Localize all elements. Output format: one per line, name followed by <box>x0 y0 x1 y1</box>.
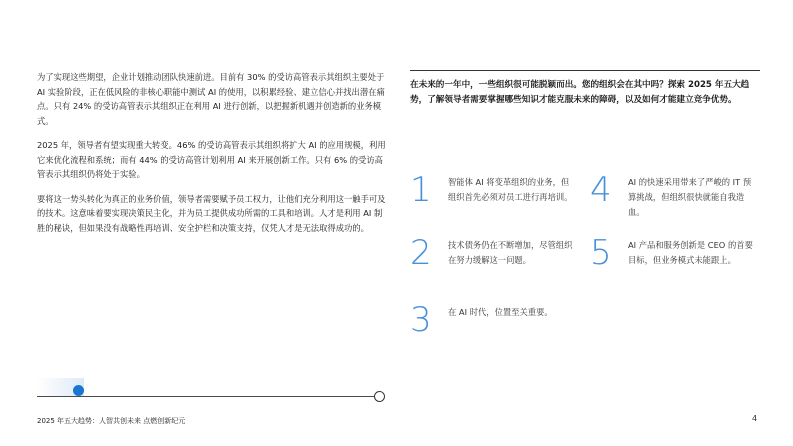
progress-end-icon <box>374 391 385 402</box>
trend-item-5 <box>590 233 753 273</box>
trend-text: AI 产品和服务创新是 CEO 的首要目标，但业务模式未能跟上。 <box>628 240 753 265</box>
trend-item-4 <box>590 170 753 220</box>
trend-text: 智能体 AI 将变革组织的业务，但组织首先必须对员工进行再培训。 <box>448 177 573 202</box>
trend-item-2 <box>410 233 573 273</box>
body-text <box>37 70 387 245</box>
paragraph: 为了实现这些期望，企业计划推动团队快速前进。目前有 30% 的受访高管表示其组织主要处于 AI 实验阶段，正在低风险的非核心职能中测试 AI 的使用，以积累经验、建立信心并找出潜在痛点。只有 24% 的受访高管表示其组织正在利用 AI 进行创新，以把握新机遇并创造新的业务模式。 <box>37 72 385 126</box>
trend-number: 5 <box>590 233 612 273</box>
section-headline: 在未来的一年中，一些组织很可能脱颖而出。您的组织会在其中吗？探索 2025 年五大趋势，了解领导者需要掌握哪些知识才能克服未来的障碍，以及如何才能建立竞争优势。 <box>410 80 750 105</box>
trend-text: 技术债务仍在不断增加，尽管组织在努力缓解这一问题。 <box>448 240 573 265</box>
trend-number: 2 <box>410 233 432 273</box>
divider <box>410 70 760 71</box>
trend-text: 在 AI 时代，位置至关重要。 <box>448 307 553 317</box>
trend-number: 3 <box>410 300 432 340</box>
trends-section <box>410 70 760 108</box>
footer-rule <box>37 396 379 397</box>
trend-item-3 <box>410 300 573 340</box>
footer-title: 2025 年五大趋势：人智共创未来 点燃创新纪元 <box>37 417 186 425</box>
trend-number: 1 <box>410 170 432 210</box>
trend-number: 4 <box>590 170 612 210</box>
trend-text: AI 的快速采用带来了严峻的 IT 预算挑战，但组织很快就能自我造血。 <box>628 177 752 217</box>
trend-item-1 <box>410 170 573 210</box>
page-number: 4 <box>752 414 758 423</box>
paragraph: 要将这一势头转化为真正的业务价值，领导者需要赋予员工权力，让他们充分利用这一触手可及的技术。这意味着要实现决策民主化，并为员工提供成功所需的工具和培训。人才是利用 AI 制胜的秘诀，但如果没有战略性再培训、安全护栏和决策支持，仅凭人才是无法取得成功的。 <box>37 193 386 233</box>
paragraph: 2025 年，领导者有望实现重大转变。46% 的受访高管表示其组织将扩大 AI 的应用规模，利用它来优化流程和系统；而有 44% 的受访高管计划利用 AI 来开展创新工作。只有 6% 的受访高管表示其组织仍将处于实验。 <box>37 140 386 179</box>
progress-dot-icon <box>73 385 84 396</box>
